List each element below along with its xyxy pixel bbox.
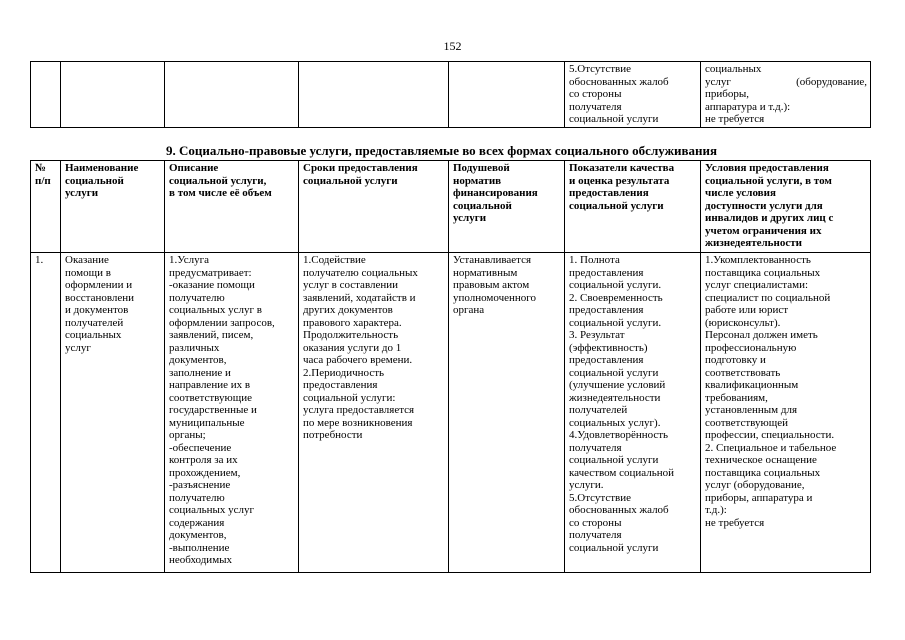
cell-line: получателю: [169, 491, 225, 504]
cell-line: обоснованных жалоб: [569, 75, 669, 88]
cell-line: (улучшение условий: [569, 379, 666, 391]
page-number: 152: [443, 39, 462, 53]
service-name-cell: [61, 253, 165, 573]
cell-line: правового характера.: [303, 316, 402, 329]
cell-line: т.д.):: [705, 504, 727, 516]
cell-line: нормативным: [453, 266, 518, 279]
cell-line: услуг в составлении: [303, 279, 399, 291]
header-cell-conditions: [701, 161, 871, 253]
cell-line: услуги: [65, 187, 99, 199]
table-cell: [701, 62, 871, 128]
cell-line: получателя: [569, 529, 622, 541]
cell-line: приборы, аппаратура и: [705, 491, 813, 504]
cell-line: и документов: [65, 304, 129, 316]
cell-line: Показатели качества: [569, 162, 675, 174]
cell-line: Сроки предоставления: [303, 162, 418, 174]
cell-line: Подушевой: [453, 162, 510, 174]
cell-line: услуги: [453, 212, 487, 224]
cell-line: поставщика социальных: [705, 266, 821, 279]
cell-line: социальных услуг: [169, 504, 255, 516]
cell-line: по мере возникновения: [303, 416, 413, 429]
cell-line: жизнедеятельности: [569, 391, 661, 404]
cell-line: в том числе её объем: [169, 187, 272, 199]
cell-line: государственные и: [169, 404, 257, 416]
cell-line: социальной: [65, 174, 124, 187]
cell-line: (юрисконсульт).: [705, 316, 781, 329]
cell-line: установленным для: [705, 404, 798, 416]
cell-line: социальных: [65, 329, 122, 341]
table-row: [31, 62, 871, 128]
cell-line: услуги.: [569, 479, 604, 491]
table-row: [31, 253, 871, 573]
cell-line: соответствовать: [705, 366, 781, 379]
cell-line: социальной: [453, 199, 512, 212]
cell-line: заполнение и: [169, 366, 231, 379]
cell-line: -оказание помощи: [169, 279, 255, 291]
header-cell-number: [31, 161, 61, 253]
cell-line: предоставления: [569, 304, 644, 316]
cell-line: инвалидов и других лиц с: [705, 212, 834, 224]
cell-line: социальной услуги, в том: [705, 174, 832, 187]
cell-line: других документов: [303, 304, 393, 316]
cell-line: (эффективность): [569, 341, 648, 354]
cell-line: профессии, специальности.: [705, 429, 835, 441]
cell-line: -выполнение: [169, 541, 230, 554]
cell-line: содержания: [169, 516, 225, 529]
cell-line: 1.Услуга: [169, 254, 209, 266]
cell-line: документов,: [169, 354, 227, 366]
cell-line: 2.Периодичность: [303, 366, 385, 379]
cell-line: приборы,: [705, 88, 750, 100]
cell-line: 1. Полнота: [569, 254, 620, 266]
cell-line: Оказание: [65, 254, 109, 266]
cell-line: необходимых: [169, 554, 233, 566]
header-cell-financing: [449, 161, 565, 253]
cell-line: услуга предоставляется: [303, 404, 415, 416]
header-cell-quality: [565, 161, 701, 253]
cell-line: услуг: [65, 341, 91, 354]
cell-line: 3. Результат: [569, 329, 625, 341]
table-cell: [449, 62, 565, 128]
cell-line: требованиям,: [705, 391, 768, 404]
cell-line: социальной услуги: [569, 113, 659, 125]
cell-line: социальной услуги: [569, 454, 659, 466]
cell-line: качеством социальной: [569, 466, 675, 479]
cell-line: аппаратура и т.д.):: [705, 100, 791, 113]
cell-line: Устанавливается: [453, 254, 532, 266]
cell-line: социальной услуги: [569, 199, 664, 212]
terms-cell: [299, 253, 449, 573]
cell-line: социальных: [705, 63, 762, 75]
cell-line: социальной услуги.: [569, 279, 662, 291]
cell-line: жизнедеятельности: [705, 237, 802, 249]
cell-line: получателю: [169, 291, 225, 304]
cell-line: прохождением,: [169, 466, 241, 479]
cell-line: восстановлени: [65, 291, 135, 304]
cell-line: подготовку и: [705, 354, 766, 366]
cell-line: органа: [453, 304, 485, 316]
cell-line: правовым актом: [453, 279, 530, 291]
cell-line: п/п: [35, 174, 51, 187]
cell-line: оформлении запросов,: [169, 316, 275, 329]
cell-line: профессиональную: [705, 341, 797, 354]
cell-line: №: [35, 162, 47, 174]
cell-line: специалист по социальной: [705, 291, 831, 304]
conditions-cell: [701, 253, 871, 573]
cell-line: заявлений, писем,: [169, 329, 254, 341]
cell-line: норматив: [453, 174, 502, 187]
cell-line: Продолжительность: [303, 329, 399, 341]
table-cell: [565, 62, 701, 128]
cell-line: не требуется: [705, 113, 765, 125]
table-cell: [165, 62, 299, 128]
cell-line: помощи в: [65, 266, 111, 279]
cell-line: услуг специалистами:: [705, 279, 809, 291]
cell-line: оформлении и: [65, 279, 133, 291]
cell-line: 5.Отсутствие: [569, 63, 631, 75]
cell-line: Условия предоставления: [705, 162, 829, 174]
cell-line: направление их в: [169, 379, 251, 391]
cell-line: и оценка результата: [569, 174, 670, 187]
quality-cell: [565, 253, 701, 573]
cell-line: социальной услуги: [569, 541, 659, 554]
cell-line: соответствующей: [705, 416, 788, 429]
cell-line: органы;: [169, 429, 206, 441]
cell-line: предоставления: [569, 187, 649, 199]
cell-line: оказания услуги до 1: [303, 341, 402, 354]
cell-line: получателя: [569, 100, 622, 113]
row-number-cell: [31, 253, 61, 573]
cell-line: [705, 76, 867, 89]
header-row: [31, 161, 871, 253]
cell-line: получателей: [569, 404, 628, 416]
cell-line: Наименование: [65, 162, 139, 174]
cell-line: числе условия: [705, 187, 776, 199]
cell-word: услуг: [705, 75, 731, 88]
cell-line: -разъяснение: [169, 479, 231, 491]
cell-line: предусматривает:: [169, 266, 252, 279]
cell-line: получателей: [65, 316, 124, 329]
cell-line: 1.: [35, 254, 44, 266]
cell-line: заявлений, ходатайств и: [303, 291, 416, 304]
cell-line: Описание: [169, 162, 219, 174]
cell-line: финансирования: [453, 187, 538, 199]
cell-line: социальных услуг).: [569, 416, 661, 429]
cell-line: предоставления: [569, 354, 644, 366]
cell-line: часа рабочего времени.: [303, 354, 413, 366]
cell-line: документов,: [169, 529, 227, 541]
cell-line: социальной услуги:: [303, 391, 396, 404]
cell-line: обоснованных жалоб: [569, 504, 669, 516]
cell-line: социальной услуги.: [569, 316, 662, 329]
cell-line: уполномоченного: [453, 291, 537, 304]
financing-cell: [449, 253, 565, 573]
header-cell-description: [165, 161, 299, 253]
continued-table: [30, 61, 871, 128]
cell-line: предоставления: [303, 379, 378, 391]
table-cell: [61, 62, 165, 128]
cell-line: социальной услуги,: [169, 174, 267, 187]
cell-word: (оборудование,: [796, 75, 867, 88]
section-title: 9. Социально-правовые услуги, предоставляемые во всех формах социального обслуживания: [166, 143, 718, 158]
services-table: [30, 160, 871, 573]
description-cell: [165, 253, 299, 573]
cell-line: получателя: [569, 441, 622, 454]
cell-line: доступности услуги для: [705, 199, 823, 212]
cell-line: 1.Укомплектованность: [705, 254, 811, 266]
cell-line: работе или юрист: [705, 304, 789, 316]
cell-line: 4.Удовлетворённость: [569, 429, 669, 441]
cell-line: контроля за их: [169, 454, 238, 466]
cell-line: техническое оснащение: [705, 454, 817, 466]
cell-line: предоставления: [569, 266, 644, 279]
cell-line: со стороны: [569, 516, 622, 529]
cell-line: 2. Специальное и табельное: [705, 441, 837, 454]
table-cell: [299, 62, 449, 128]
cell-line: потребности: [303, 429, 363, 441]
cell-line: соответствующие: [169, 391, 252, 404]
header-cell-name: [61, 161, 165, 253]
table-cell: [31, 62, 61, 128]
header-cell-terms: [299, 161, 449, 253]
cell-line: поставщика социальных: [705, 466, 821, 479]
cell-line: социальной услуги: [303, 174, 398, 187]
cell-line: социальной услуги: [569, 366, 659, 379]
cell-line: получателю социальных: [303, 266, 418, 279]
cell-line: квалификационным: [705, 379, 799, 391]
cell-line: различных: [169, 341, 220, 354]
cell-line: социальных услуг в: [169, 304, 262, 316]
cell-line: 2. Своевременность: [569, 291, 663, 304]
cell-line: -обеспечение: [169, 441, 232, 454]
cell-line: не требуется: [705, 516, 765, 529]
cell-line: со стороны: [569, 88, 622, 100]
cell-line: услуг (оборудование,: [705, 479, 805, 491]
cell-line: муниципальные: [169, 416, 245, 429]
cell-line: учетом ограничения их: [705, 224, 822, 237]
cell-line: Персонал должен иметь: [705, 329, 818, 341]
cell-line: 1.Содействие: [303, 254, 366, 266]
cell-line: 5.Отсутствие: [569, 491, 631, 504]
